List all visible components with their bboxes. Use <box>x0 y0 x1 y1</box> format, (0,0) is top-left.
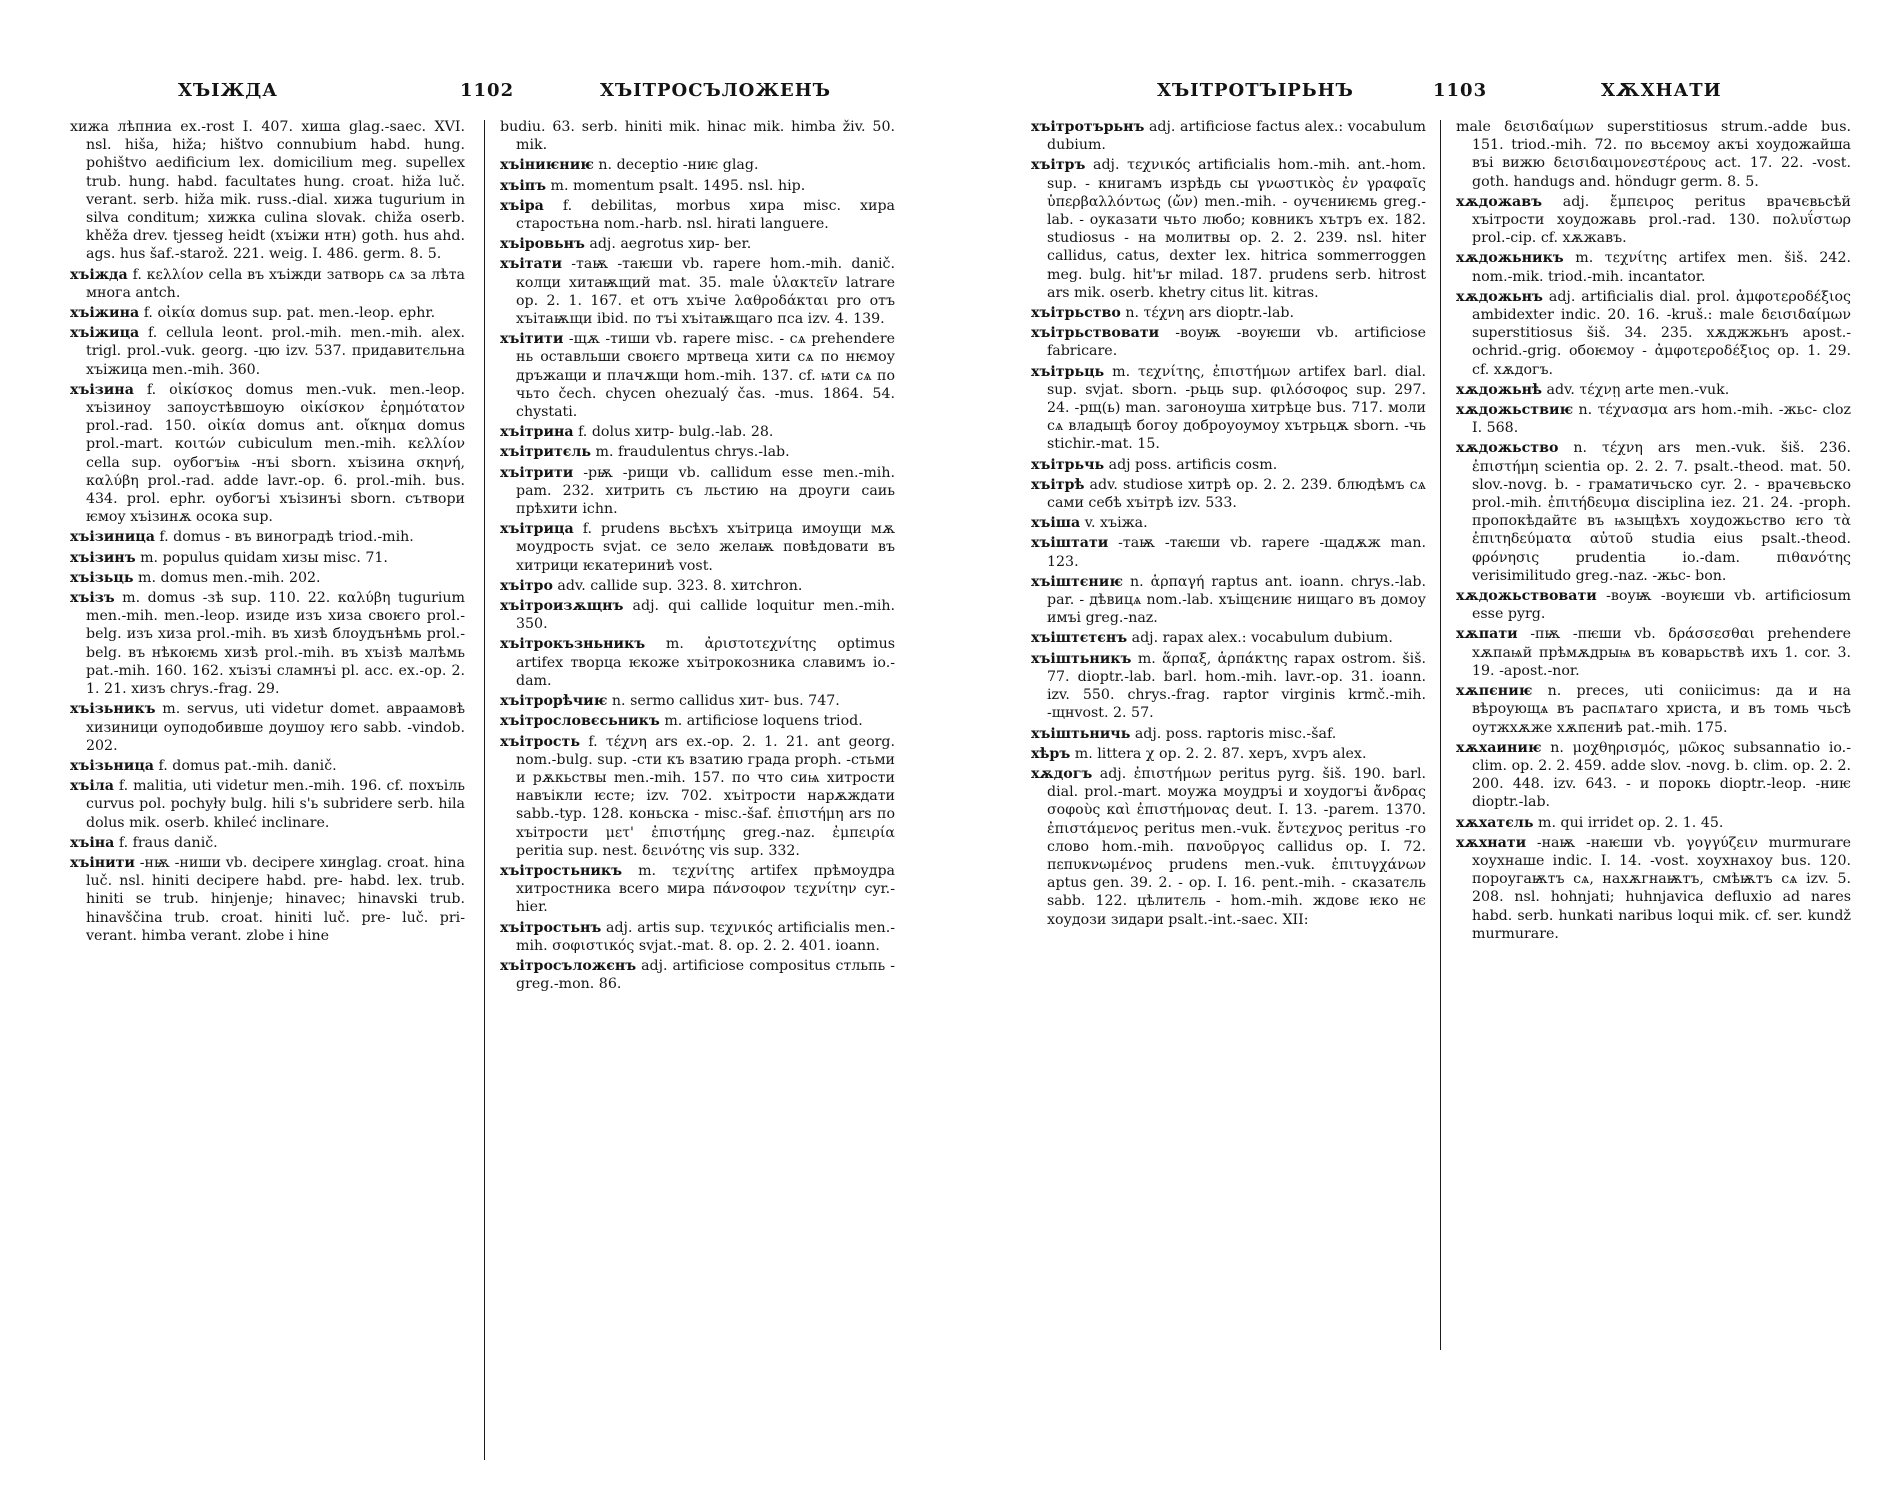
dictionary-entry <box>500 635 895 690</box>
dictionary-entry <box>500 197 895 233</box>
entry-text: -воуѭ -воуѥши vb. artificiosum esse pyrg. <box>1472 588 1851 623</box>
entry-headword: хъітрословєсьникъ <box>500 713 660 730</box>
entry-text: -нѭ -ниши vb. decipere хинglag. croat. hina luč. nsl. hiniti decipere habd. pre- habd. lex. trub. hiniti se trub. hinjenje; hinavec; hinavski trub. hinavščina trub. croat. hiniti luč. pre- luč. pri- verant. himba verant. zlobe i hine <box>86 854 465 944</box>
entry-headword: хъіра <box>500 197 544 214</box>
entry-headword: хъіштати <box>1031 535 1109 552</box>
entry-headword: хъіштьникъ <box>1031 650 1132 667</box>
entry-text: adj. aegrotus хир- ber. <box>589 236 752 253</box>
entry-text: f. οἰκίσκος domus men.-vuk. men.-leop. хъізиноу запоустѣвшоую οἰκίσκον ἐρημότατον prol.-rad. 150. οἰκία domus ant. οἴκημα domus prol.-mart. κοιτών cubiculum men.-mih. κελλίον cella sup. оубогъіѩ -нъі sborn. хъізина σκηνή, καλύβη prol.-rad. adde lavr.-op. 6. prol.-mih. bus. 434. prol. ephr. оубогъі хъізинъі sborn. сътвори ѥмоу хъізинѫ осока sup. <box>86 381 465 526</box>
entry-headword: хъізъ <box>70 590 115 607</box>
entry-headword: хъітросъложєнъ <box>500 957 637 974</box>
entry-text: m. domus -зѣ sup. 110. 22. καλύβη tugurium men.-mih. men.-leop. изиде изъ хиза своѥго prol.-belg. изъ хиза prol.-mih. въ хизѣ блоудънѣмь prol.-belg. въ нѣкоѥмь хизѣ prol.-mih. въ хъізѣ малѣмь pat.-mih. 160. 162. хъізъі сламнъі pl. acc. ex.-op. 2. 1. 21. хизъ chrys.-frag. 29. <box>86 590 465 698</box>
dictionary-entry <box>500 692 895 710</box>
entry-text: f. κελλίον cella въ хъіжди затворь сѧ за лѣта многа antch. <box>86 266 465 301</box>
dictionary-entry <box>500 177 895 195</box>
entry-text: f. οἰκία domus sup. pat. men.-leop. ephr. <box>143 305 436 322</box>
entry-headword: хъізинъ <box>70 549 136 566</box>
entry-headword: хъінити <box>70 854 135 871</box>
entry-text: n. sermo callidus хит- bus. 747. <box>611 693 840 710</box>
dictionary-entry <box>70 854 465 945</box>
entry-headword: хъіпъ <box>500 177 546 194</box>
entry-text: f. τέχνη ars ex.-op. 2. 1. 21. ant georg. nom.-bulg. sup. -сти къ взатию града proph. -стьми и рѫкьствы men.-mih. 157. по что сиѩ хитрости навъікли ѥсте; izv. 702. хъітрости нарѫждати sabb.-typ. 128. коньска - misc.-šaf. ἐπιστήμη ars по хъітрости μετ' ἐπιστήμης greg.-naz. ἐμπειρία peritia sup. nest. δεινότης vis sup. 332. <box>516 733 895 859</box>
entry-headword: хъітати <box>500 256 563 273</box>
dictionary-entry <box>1031 456 1426 474</box>
dictionary-entry <box>1031 573 1426 628</box>
dictionary-entry <box>500 862 895 917</box>
entry-headword: хѫхнати <box>1456 834 1527 851</box>
dictionary-entry <box>500 443 895 461</box>
dictionary-column <box>500 118 895 1463</box>
entry-text: f. dolus хитр- bulg.-lab. 28. <box>578 424 774 441</box>
dictionary-entry <box>500 919 895 955</box>
dictionary-entry <box>1031 745 1426 763</box>
entry-headword: хѫпати <box>1456 626 1518 643</box>
entry-headword: хъітроизѫщнъ <box>500 598 624 615</box>
entry-text: m. littera χ op. 2. 2. 87. херъ, хѵръ alex. <box>1074 745 1367 762</box>
dictionary-entry <box>1456 682 1851 737</box>
entry-headword: хъізьць <box>70 569 134 586</box>
dictionary-entry <box>500 577 895 595</box>
page-number: 1102 <box>460 80 515 101</box>
dictionary-entry <box>1456 739 1851 812</box>
dictionary-entry <box>500 957 895 993</box>
header-last-headword: ХЪІТРОСЪЛОЖЕНЪ <box>600 80 831 101</box>
entry-headword: хъізина <box>70 381 134 398</box>
dictionary-entry <box>500 423 895 441</box>
dictionary-entry <box>1031 156 1426 302</box>
entry-text: -воуѭ -воуѥши vb. artificiose fabricare. <box>1047 325 1426 360</box>
entry-headword: хъітрина <box>500 424 574 441</box>
entry-text: m. τεχνίτης, ἐπιστήμων artifex barl. dial. sup. svjat. sborn. -рьць sup. φιλόσοφος sup. 297. 24. -рщ(ь) man. загоноуша хитрѣце bus. 717. моли сѧ владыцѣ богоу доброуоумоу хътрьцѫ sborn. -чь stichir.-mat. 15. <box>1047 363 1426 453</box>
dictionary-entry <box>500 235 895 253</box>
dictionary-entry <box>1456 401 1851 437</box>
entry-headword: хъітръ <box>1031 157 1086 174</box>
entry-headword: хѫдожьнѣ <box>1456 381 1543 398</box>
entry-text: -рѭ -рищи vb. callidum esse men.-mih. pam. 232. хитрить съ льстию на дроуги саиь прѣхити ichn. <box>516 464 895 518</box>
entry-headword: хѣръ <box>1031 745 1071 762</box>
header-last-headword: ХѪХНАТИ <box>1601 80 1722 101</box>
entry-text: n. τέχνη ars men.-vuk. šiš. 236. ἐπιστήμη scientia op. 2. 2. 7. psalt.-theod. mat. 50. slov.-novg. b. - граматичьско cyr. 2. - врачєвьско prol.-mih. ἐπιτήδευμα disciplina iez. 21. 24. -proph. пропокѣдайтє въ ѩзыцѣхъ хоудожьство ѥго τὰ ἐπιτηδεύματα αὐτοῦ studia eius psalt.-theod. φρόνησις prudentia io.-dam. πιθανότης verisimilitudo greg.-naz. -жьс- bon. <box>1472 440 1851 584</box>
entry-text: хижа лѣпниа ex.-rost I. 407. хиша glag.-saec. XVI. nsl. hiša, hiža; hištvo connubium habd. hung. pohištvo aedificium lex. domicilium meg. supellex trub. hung. habd. facultates hung. croat. hiža luč. verant. serb. hiža mik. russ.-dial. хижа tugurium in silva conditum; хижка culina slovak. chiža oserb. khěža drev. tjesseg heidt (хъіжи нтн) goth. hus ahd. ags. hus šaf.-starož. 221. weig. I. 486. germ. 8. 5. <box>70 119 465 263</box>
entry-headword: хъітрьство <box>1031 305 1121 322</box>
dictionary-entry <box>500 520 895 575</box>
entry-headword: хъітротърьнъ <box>1031 119 1145 135</box>
dictionary-entry <box>500 330 895 421</box>
entry-headword: хъізьникъ <box>70 701 156 718</box>
entry-headword: хъітрость <box>500 733 580 750</box>
entry-text: male δεισιδαίμων superstitiosus strum.-adde bus. 151. triod.-mih. 72. по вьсємоу акъі хоудожайша въі вижю δεισιδαιμονεστέρους act. 17. 22. -vost. goth. handugs and. höndugr germ. 8. 5. <box>1456 119 1851 190</box>
entry-headword: хъітрьчь <box>1031 456 1105 473</box>
entry-headword: хъітрьствовати <box>1031 325 1160 342</box>
dictionary-entry <box>1456 118 1851 191</box>
entry-headword: хъіштєниѥ <box>1031 573 1123 590</box>
entry-text: adj. τεχνικός artificialis hom.-mih. ant.-hom. sup. - книгамъ изрѣдь сы γνωστικὸς ἐν γραφαῖς ὑπερβαλλόντως (ὤν) men.-mih. - оучєниѥмь greg.-lab. - оуказати чьто любо; ковникъ хътръ ex. 182. studiosus - на молитвы op. 2. 2. 239. nsl. hiter callidus, catus, dexter lex. hitrica sommerroggen meg. bulg. hit'ъr milad. 187. prudens serb. hitrost ars mik. oserb. khetry citus lit. kitras. <box>1047 157 1426 301</box>
entry-headword: хъітрьць <box>1031 363 1105 380</box>
entry-text: adj. artificiose compositus стльпь - greg.-mon. 86. <box>516 957 895 993</box>
entry-headword: хъітрити <box>500 464 574 481</box>
column-divider <box>1440 120 1441 1350</box>
entry-headword: хъізьница <box>70 757 154 774</box>
dictionary-entry <box>70 834 465 852</box>
dictionary-entry <box>70 381 465 527</box>
dictionary-entry <box>500 464 895 519</box>
dictionary-entry <box>1456 381 1851 399</box>
entry-headword: хъітрокъзньникъ <box>500 636 646 653</box>
entry-headword: хъітрица <box>500 521 574 538</box>
entry-headword: хъітрорѣчиѥ <box>500 693 608 710</box>
entry-text: m. servus, uti videtur domet. авраамовѣ хизиници оуподобивше доушоу ѥго sabb. -vindob. 202. <box>86 701 465 754</box>
entry-text: -щѫ -тиши vb. rapere misc. - сѧ prehendere нь оставльши своѥго мртвеца хити сѧ по нѥмоу дръжащи и плачѫщи hom.-mih. 137. cf. ѩти сѧ по чьто čech. chycen ohezualý čas. -mus. 1864. 54. chystati. <box>516 331 895 421</box>
dictionary-column <box>1456 118 1851 1463</box>
entry-text: m. fraudulentus chrys.-lab. <box>595 444 790 461</box>
dictionary-entry <box>70 266 465 302</box>
dictionary-entry <box>70 304 465 322</box>
entry-text: -пѭ -пѥши vb. δράσσεσθαι prehendere хѫпаѩй прѣмѫдрыѩ въ коварьствѣ ихъ 1. cor. 3. 19. -apost.-nor. <box>1472 626 1851 679</box>
entry-headword: хъітростьникъ <box>500 862 623 879</box>
entry-text: f. domus pat.-mih. danič. <box>158 757 337 774</box>
entry-headword: хѫдожьнъ <box>1456 288 1543 305</box>
entry-text: f. fraus danič. <box>118 834 218 851</box>
entry-headword: хъіжина <box>70 305 140 322</box>
dictionary-entry <box>500 597 895 633</box>
entry-text: m. populus quidam хизы misc. 71. <box>140 549 388 566</box>
entry-text: adj. qui callide loquitur men.-mih. 350. <box>516 598 895 633</box>
entry-headword: хъітити <box>500 331 564 348</box>
entry-text: f. prudens вьсѣхъ хъітрица имоущи мѫ моудрость svjat. се зело желаѭ повѣдовати въ хитрици ѥкатериниѣ vost. <box>516 521 895 574</box>
running-header <box>951 80 1902 114</box>
dictionary-entry <box>1456 625 1851 680</box>
entry-headword: хъіровьнъ <box>500 236 585 253</box>
entry-headword: хъіша <box>1031 515 1081 532</box>
entry-headword: хъіла <box>70 778 114 795</box>
entry-headword: хъіжда <box>70 266 128 283</box>
running-header <box>0 80 951 114</box>
entry-text: adj. artificiose factus alex.: vocabulum dubium. <box>1047 119 1426 154</box>
entry-text: m. qui irridet op. 2. 1. 45. <box>1538 814 1724 831</box>
dictionary-entry <box>70 528 465 546</box>
dictionary-column <box>1031 118 1426 1463</box>
entry-text: f. debilitas, morbus хира misc. хира старостьна nom.-harb. nsl. hirati languere. <box>516 197 895 233</box>
dictionary-entry <box>1456 814 1851 832</box>
entry-headword: хѫхатєль <box>1456 814 1534 831</box>
entry-headword: хъіниѥниѥ <box>500 157 594 174</box>
entry-headword: хъізиница <box>70 529 155 546</box>
dictionary-entry <box>70 549 465 567</box>
header-first-headword: ХЪІТРОТЪІРЬНЪ <box>1157 80 1354 101</box>
entry-text: -таѭ -таѥши vb. rapere -щадѫж man. 123. <box>1047 535 1426 570</box>
dictionary-entry <box>500 118 895 154</box>
dictionary-entry <box>1031 629 1426 647</box>
dictionary-entry <box>500 156 895 174</box>
entry-text: m. τεχνίτης artifex men. šiš. 242. nom.-mik. triod.-mih. incantator. <box>1472 250 1851 285</box>
entry-text: adj. artis sup. τεχνικός artificialis men.-mih. σοφιστικός svjat.-mat. 8. op. 2. 2. 401. ioann. <box>516 919 895 954</box>
dictionary-entry <box>1031 363 1426 454</box>
entry-text: adj poss. artificis cosm. <box>1108 456 1278 473</box>
entry-text: m. momentum psalt. 1495. nsl. hip. <box>550 177 806 194</box>
dictionary-entry <box>70 589 465 698</box>
entry-headword: хѫхаиниѥ <box>1456 739 1542 756</box>
entry-headword: хъіжица <box>70 325 140 342</box>
dictionary-entry <box>1031 765 1426 929</box>
entry-headword: хъіштьничь <box>1031 725 1131 742</box>
entry-text: -наѭ -наѥши vb. γογγύζειν murmurare хоухнаше indic. I. 14. -vost. хоухнахоу bus. 120. пороугаѭтъ сѧ, нахѫгнаѭтъ, смѣѭтъ сѧ izv. 5. 208. nsl. hohnjati; huhnjavica defluxio ad nares habd. serb. hunkati naribus loqui mik. cf. ser. kundž murmurare. <box>1472 834 1851 942</box>
entry-text: m. artificiose loquens triod. <box>664 713 863 730</box>
dictionary-entry <box>70 118 465 264</box>
dictionary-entry <box>1031 534 1426 570</box>
dictionary-entry <box>500 712 895 730</box>
dictionary-entry <box>1031 514 1426 532</box>
entry-text: n. μοχθηρισμός, μῶκος subsannatio io.-clim. op. 2. 2. 459. adde slov. -novg. b. clim. op. 2. 2. 200. 448. izv. 643. - и порокь dioptr.-leop. -ниѥ dioptr.-lab. <box>1472 739 1851 811</box>
dictionary-entry <box>70 777 465 832</box>
dictionary-entry <box>70 700 465 755</box>
dictionary-entry <box>1456 193 1851 248</box>
entry-text: n. ἁρπαγή raptus ant. ioann. chrys.-lab. par. - дѣвицѧ nom.-lab. хъіщєниѥ нищаго въ домоу имъі greg.-naz. <box>1047 573 1426 627</box>
dictionary-entry <box>1456 249 1851 285</box>
dictionary-entry <box>1031 725 1426 743</box>
dictionary-entry <box>1456 288 1851 379</box>
column-divider <box>484 120 485 1460</box>
entry-headword: хѫдожавъ <box>1456 193 1542 210</box>
dictionary-column <box>70 118 465 1463</box>
dictionary-entry <box>1031 118 1426 154</box>
entry-headword: хъітрѣ <box>1031 476 1085 493</box>
entry-headword: хъітро <box>500 577 553 594</box>
right-page <box>951 0 1902 1500</box>
dictionary-entry <box>500 255 895 328</box>
entry-text: -таѭ -таѥши vb. rapere hom.-mih. danič. колци хитаѭщий mat. 35. male ὑλακτεῖν latrare op. 2. 1. 167. et отъ хъіче λαθροδάκται pro отъ хъітаѭщи ibid. по тъі хъітаѭщаго пса izv. 4. 139. <box>516 256 895 328</box>
entry-text: adv. studiose хитрѣ op. 2. 2. 239. блюдѣмъ сѧ сами себѣ хъітрѣ izv. 533. <box>1047 476 1426 512</box>
entry-text: n. τέχνη ars dioptr.-lab. <box>1125 305 1295 322</box>
entry-text: n. τέχνασμα ars hom.-mih. -жьс- cloz I. 568. <box>1472 402 1851 437</box>
entry-headword: хѫдогъ <box>1031 765 1093 782</box>
entry-text: f. cellula leont. prol.-mih. men.-mih. alex. trigl. prol.-vuk. georg. -цю izv. 537. придавитєльна хъіжица men.-mih. 360. <box>86 325 465 378</box>
entry-headword: хѫдожьствовати <box>1456 588 1597 605</box>
header-first-headword: ХЪІЖДА <box>178 80 278 101</box>
entry-text: adv. callide sup. 323. 8. хитchron. <box>557 577 803 594</box>
entry-text: adj. poss. raptoris misc.-šaf. <box>1134 725 1337 742</box>
dictionary-entry <box>1031 650 1426 723</box>
page-number: 1103 <box>1433 80 1488 101</box>
dictionary-entry <box>1031 476 1426 512</box>
dictionary-entry <box>1456 834 1851 943</box>
entry-text: adj. artificialis dial. prol. ἀμφοτεροδέξιος ambidexter indic. 20. 16. -kruš.: male δεισιδαίμων superstitiosus šiš. 34. 235. хѫджжьнъ apost.-ochrid.-grig. обоѥмоу - ἀμφοτεροδέξιος op. 1. 29. cf. хѫдогъ. <box>1472 288 1851 378</box>
entry-headword: хъітростьнъ <box>500 919 602 936</box>
entry-headword: хѫдожьникъ <box>1456 250 1564 267</box>
entry-text: budiu. 63. serb. hiniti mik. hinac mik. himba živ. 50. mik. <box>500 119 895 154</box>
entry-text: n. deceptio -ниѥ glag. <box>598 157 759 174</box>
entry-text: m. τεχνίτης artifex прѣмоудра хитростника всего мира πάνσοφον τεχνίτην cyr.-hier. <box>516 862 895 916</box>
entry-text: adv. τέχνῃ arte men.-vuk. <box>1546 381 1730 398</box>
dictionary-entry <box>1456 587 1851 623</box>
entry-headword: хѫпєниѥ <box>1456 683 1533 700</box>
dictionary-entry <box>1031 324 1426 360</box>
dictionary-entry <box>1031 304 1426 322</box>
entry-text: f. malitia, uti videtur men.-mih. 196. cf. похъіль curvus pol. pochyły bulg. hili s'ь subridere serb. hila dolus mik. oserb. khileć inclinare. <box>86 778 465 831</box>
entry-text: n. preces, uti coniicimus: да и на вѣроующѧ въ распѧтаго христа, и въ томь чьсѣ оутжхѫже хѫпєниѣ pat.-mih. 175. <box>1472 683 1851 736</box>
entry-headword: хѫдожьствиѥ <box>1456 402 1574 419</box>
entry-headword: хъіна <box>70 834 115 851</box>
entry-headword: хѫдожьство <box>1456 440 1559 457</box>
dictionary-entry <box>70 569 465 587</box>
entry-text: adj. ἐπιστήμων peritus pyrg. šiš. 190. barl. dial. prol.-mart. моужа моудръі и хоудогъі ἄνδρας σοφοὺς καὶ ἐπιστήμονας deut. I. 13. -parem. 1370. ἐπιστάμενος peritus men.-vuk. ἔντεχνος peritus -го слово hom.-mih. πανοῦργος callidus op. I. 72. πεπυκνωμένος prudens men.-vuk. ἐπιτυγχάνων aptus gen. 39. 2. - op. I. 16. pent.-mih. - сказатєль sabb. 122. цѣлитєль - hom.-mih. ждовє ѥко нє хоудози зидари psalt.-int.-saec. XII: <box>1047 765 1426 928</box>
entry-text: f. domus - въ виноградѣ triod.-mih. <box>159 529 414 546</box>
entry-text: adj. rapax alex.: vocabulum dubium. <box>1131 630 1393 647</box>
dictionary-entry <box>500 733 895 860</box>
entry-headword: хъітритєль <box>500 444 592 461</box>
entry-text: m. ἅρπαξ, ἁρπάκτης rapax ostrom. šiš. 77. dioptr.-lab. barl. hom.-mih. lavr.-op. 31. ioann. izv. 550. chrys.-frag. raptor virginis krmč.-mih. -щнvost. 2. 57. <box>1047 650 1426 722</box>
entry-text: v. хъіжа. <box>1084 515 1148 532</box>
entry-headword: хъіштєтєнъ <box>1031 630 1128 647</box>
dictionary-entry <box>70 324 465 379</box>
entry-text: adj. ἔμπειρος peritus врачєвьсѣй хъітрости хоудожавь prol.-rad. 130. πολυΐστωρ prol.-cip. cf. хѫжавъ. <box>1472 193 1851 247</box>
dictionary-entry <box>70 757 465 775</box>
entry-text: m. domus men.-mih. 202. <box>138 569 321 586</box>
dictionary-entry <box>1456 439 1851 585</box>
entry-text: m. ἀριστοτεχνίτης optimus artifex творца ѥкоже хъітрокозника славимъ io.-dam. <box>516 636 895 689</box>
